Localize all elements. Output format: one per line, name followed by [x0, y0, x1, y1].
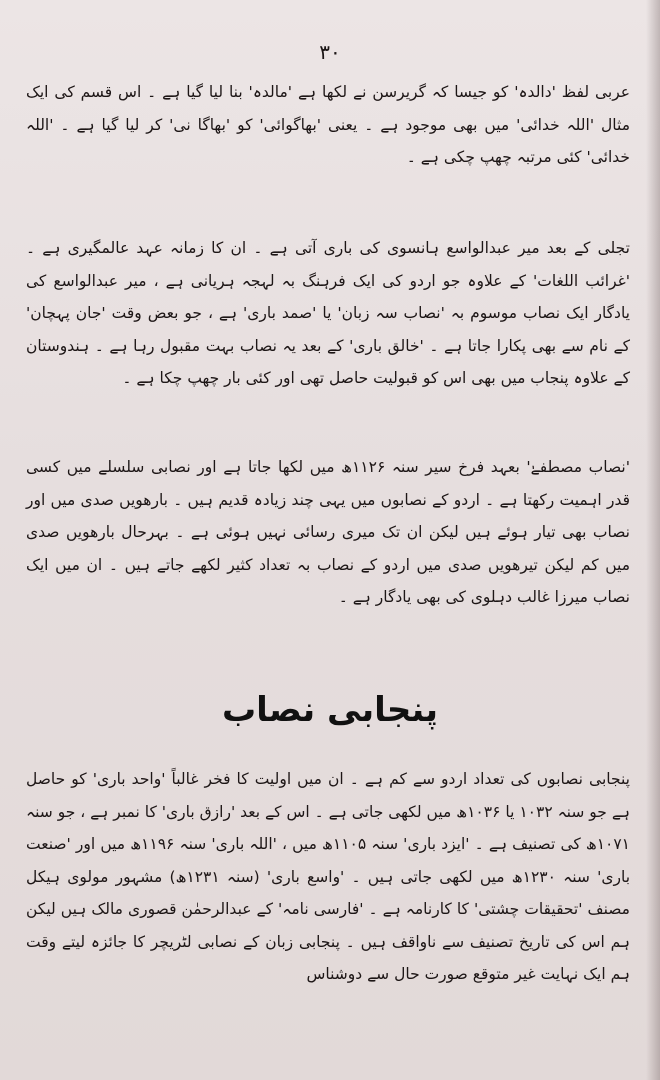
paragraph-3: 'نصاب مصطفےٰ' بعہد فرخ سیر سنہ ۱۱۲۶ھ میں لکھا جاتا ہے اور نصابی سلسلے میں کسی قدر اہمیت رکھتا ہے ۔ اردو کے نصابوں میں یہی چند زیادہ قدیم ہیں ۔ بارھویں صدی میں اور نصاب بھی تیار ہوئے ہیں لیکن ان تک میری رسائی نہیں ہوئی ہے ۔ بہرحال بارھویں صدی میں کم لیکن تیرھویں صدی میں اردو کے نصاب بہ تعداد کثیر لکھے جاتے ہیں ۔ ان میں ایک نصاب میرزا غالب دہلوی کی بھی یادگار ہے ۔	[26, 458, 630, 606]
paragraph-4: پنجابی نصابوں کی تعداد اردو سے کم ہے ۔ ان میں اولیت کا فخر غالباً 'واحد باری' کو حاصل ہے جو سنہ ۱۰۳۲ یا ۱۰۳۶ھ میں لکھی جاتی ہے ۔ اس کے بعد 'رازق باری' کا نمبر ہے ، جو سنہ ۱۰۷۱ھ کی تصنیف ہے ۔ 'ایزد باری' سنہ ۱۱۰۵ھ میں ، 'اللہ باری' سنہ ۱۱۹۶ھ میں اور 'صنعت باری' سنہ ۱۲۳۰ھ میں لکھی جاتی ہیں ۔ 'واسع باری' (سنہ ۱۲۳۱ھ) مشہور مولوی ہیکل مصنف 'تحقیقات چشتی' کا کارنامہ ہے ۔ 'فارسی نامہ' کے عبدالرحمٰن قصوری مالک ہیں لیکن ہم اس کی تاریخ تصنیف سے ناواقف ہیں ۔ پنجابی زبان کے نصابی لٹریچر کا جائزہ لیتے وقت ہم ایک نہایت غیر متوقع صورت حال سے دوشناس	[26, 770, 631, 983]
paragraph-1: عربی لفظ 'دالدہ' کو جیسا کہ گریرسن نے لکھا ہے 'مالدہ' بنا لیا گیا ہے ۔ اس قسم کی ایک مثال 'اللہ خدائی' میں بھی موجود ہے ۔ یعنی 'بھاگوائی' کو 'بھاگا نی' کر لیا گیا ہے ۔ 'اللہ خدائی' کئی مرتبہ چھپ چکی ہے ۔	[26, 83, 630, 166]
page-edge-shadow	[646, 0, 660, 1080]
paragraph-2: تجلی کے بعد میر عبدالواسع ہانسوی کی باری آتی ہے ۔ ان کا زمانہ عہد عالمگیری ہے ۔ 'غرائب اللغات' کے علاوہ جو اردو کی ایک فرہنگ بہ لہجہ ہریانی ہے ، میر عبدالواسع کی یادگار ایک نصاب موسوم بہ 'نصاب سہ زبان' یا 'صمد باری' ہے ، جو بعض وقت 'جان پہچان' کے نام سے بھی پکارا جاتا ہے ۔ 'خالق باری' کے بعد یہ نصاب بہت مقبول رہا ہے ۔ ہندوستان کے علاوہ پنجاب میں بھی اس کو قبولیت حاصل تھی اور کئی بار چھپ چکا ہے ۔	[26, 239, 630, 387]
section-heading: پنجابی نصاب	[221, 690, 439, 730]
page-number: ۳۰	[319, 40, 341, 64]
